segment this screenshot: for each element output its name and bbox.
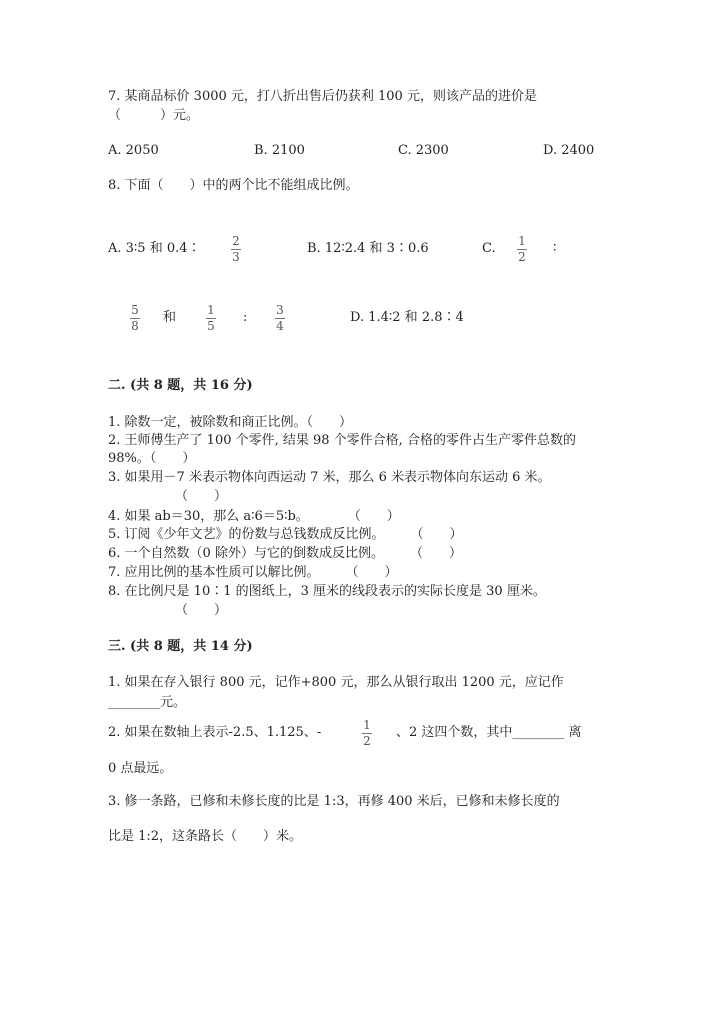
tf-line: 3. 如果用－7 米表示物体向西运动 7 米，那么 6 米表示物体向东运动 6 米。: [108, 470, 551, 485]
q8-option-b: B. 12∶2.4 和 3∶0.6: [307, 241, 429, 256]
q8-option-c: C.: [482, 241, 496, 256]
q8-option-d: D. 1.4∶2 和 2.8∶4: [350, 310, 464, 325]
fill-q1-blank: ________元。: [108, 695, 187, 710]
tf-line: 5. 订阅《少年文艺》的份数与总钱数成反比例。 （ ）: [108, 527, 463, 542]
tf-line: 6. 一个自然数（0 除外）与它的倒数成反比例。 （ ）: [108, 546, 462, 561]
fill-q1: 1. 如果在存入银行 800 元，记作+800 元，那么从银行取出 1200 元，应记作: [108, 675, 564, 690]
section-2-title: 二. (共 8 题，共 16 分): [108, 378, 253, 393]
tf-line: 8. 在比例尺是 10∶1 的图纸上，3 厘米的线段表示的实际长度是 30 厘米。: [108, 584, 546, 599]
q8-stem: 8. 下面（ ）中的两个比不能组成比例。: [108, 178, 359, 193]
q7-blank: （ ）元。: [108, 108, 200, 123]
section-3-title: 三. (共 8 题，共 14 分): [108, 639, 253, 654]
q8-option-a: A. 3∶5 和 0.4∶: [108, 241, 201, 256]
tf-line: 98%。（ ）: [108, 451, 196, 466]
tf-line: 1. 除数一定，被除数和商正比例。（ ）: [108, 415, 353, 430]
fraction: 2 3: [232, 234, 240, 264]
q7-option-d: D. 2400: [543, 143, 595, 158]
fill-q3: 3. 修一条路，已修和未修长度的比是 1:3，再修 400 米后，已修和未修长度的: [108, 794, 560, 809]
and-text: 和: [163, 310, 177, 325]
fill-q3-line2: 比是 1:2，这条路长（ ）米。: [108, 829, 303, 844]
tf-line: 4. 如果 ab＝30，那么 a∶6＝5∶b。 （ ）: [108, 509, 400, 524]
colon: :: [243, 310, 248, 325]
tf-line: 2. 王师傅生产了 100 个零件, 结果 98 个零件合格, 合格的零件占生产零件总数的: [108, 433, 576, 448]
fraction: 3 4: [276, 303, 284, 333]
tf-line: （ ）: [175, 603, 228, 618]
fraction: 1 2: [518, 234, 526, 264]
tf-line: （ ）: [175, 489, 228, 504]
q7-option-a: A. 2050: [108, 143, 159, 158]
tf-line: 7. 应用比例的基本性质可以解比例。 （ ）: [108, 565, 398, 580]
q7-option-c: C. 2300: [398, 143, 449, 158]
q7-stem: 7. 某商品标价 3000 元，打八折出售后仍获利 100 元，则该产品的进价是: [108, 89, 537, 104]
fraction: 1 5: [207, 303, 215, 333]
fill-q2: 2. 如果在数轴上表示-2.5、1.125、-: [108, 725, 322, 740]
fraction: 5 8: [131, 303, 139, 333]
q7-option-b: B. 2100: [254, 143, 305, 158]
colon: ∶: [553, 241, 557, 256]
fill-q2-post: 、2 这四个数，其中________ 离: [396, 725, 582, 740]
fraction: 1 2: [363, 718, 371, 748]
fill-q2-line2: 0 点最远。: [108, 761, 173, 776]
